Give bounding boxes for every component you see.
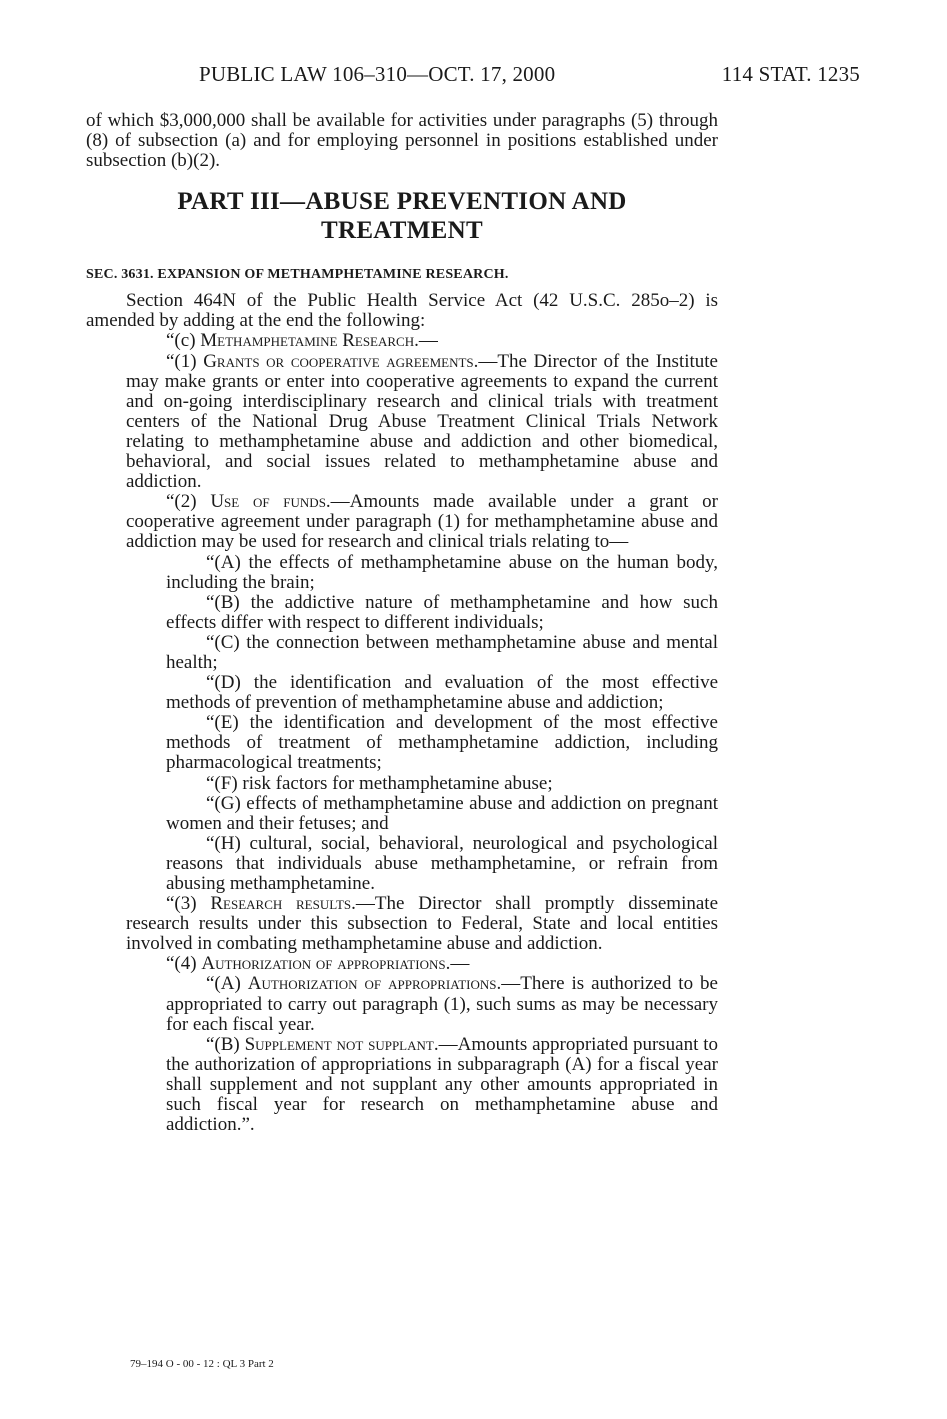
paragraph-4-prefix: “(4)	[166, 953, 202, 975]
paragraph-3-text: .—The Director shall promptly disseminate research results under this subsection to Federal, State and local entities involved in combating methamphetamine abuse and addiction.	[126, 893, 718, 955]
section-heading: SEC. 3631. EXPANSION OF METHAMPHETAMINE RESEARCH.	[86, 267, 509, 283]
paragraph-2-prefix: “(2)	[166, 491, 211, 513]
subsection-c-heading	[86, 331, 718, 351]
part-heading	[86, 187, 718, 245]
header-title: PUBLIC LAW 106–310—OCT. 17, 2000	[199, 62, 556, 86]
intro-paragraph: of which $3,000,000 shall be available for activities under paragraphs (5) through (8) of subsection (a) and for employing personnel in positions established under subsection (b)(2).	[86, 110, 718, 172]
item-c: “(C) the connection between methamphetamine abuse and mental health;	[166, 631, 718, 673]
paragraph-1	[86, 352, 718, 493]
paragraph-4b	[86, 1035, 718, 1135]
running-header	[0, 62, 947, 88]
part-heading-line1: PART III—ABUSE PREVENTION AND	[177, 188, 627, 216]
subsection-c-suffix: .—	[414, 330, 438, 352]
paragraph-4a-prefix: “(A)	[206, 973, 248, 995]
item-d: “(D) the identification and evaluation of the most effective methods of prevention of methamphetamine abuse and addiction;	[166, 672, 718, 714]
item-e: “(E) the identification and development of the most effective methods of treatment of methamphetamine addiction, including pharmacological treatments;	[166, 712, 718, 774]
paragraph-4-suffix: .—	[445, 953, 470, 975]
paragraph-2-text: .—Amounts made available under a grant or cooperative agreement under paragraph (1) for methamphetamine abuse and addiction may be used for research and clinical trials relating to—	[126, 491, 718, 553]
item-a: “(A) the effects of methamphetamine abuse on the human body, including the brain;	[166, 551, 718, 593]
paragraph-4b-prefix: “(B)	[206, 1033, 245, 1055]
paragraph-4b-heading: Supplement not supplant	[244, 1033, 434, 1055]
paragraph-4a-text: .—There is authorized to be appropriated to carry out paragraph (1), such sums as may be necessary for each fiscal year.	[166, 973, 718, 1035]
paragraph-1-text: .—The Director of the Institute may make grants or enter into cooperative agreements to expand the current and on-going interdisciplinary research and clinical trials with treatment centers of the National Drug Abuse Treatment Clinical Trials Network relating to methamphetamine abuse and addiction and other biomedical, behavioral, and social issues related to methamphetamine abuse and addiction.	[126, 350, 718, 493]
paragraph-4a-heading: Authorization of appropriations	[247, 973, 497, 995]
paragraph-4	[86, 954, 718, 974]
paragraph-1-prefix: “(1)	[166, 350, 204, 372]
print-footer: 79–194 O - 00 - 12 : QL 3 Part 2	[130, 1358, 274, 1370]
paragraph-3-heading: Research results	[210, 893, 352, 915]
body-text	[86, 111, 718, 1135]
subsection-c-title: Methamphetamine Research	[200, 330, 415, 352]
paragraph-4b-text: .—Amounts appropriated pursuant to the authorization of appropriations in subparagraph (A) for a fiscal year shall supplement and not supplant any other amounts appropriated in such fiscal year for research on methamphetamine abuse and addiction.”.	[166, 1033, 718, 1136]
item-h: “(H) cultural, social, behavioral, neurological and psychological reasons that individuals abuse methamphetamine, or refrain from abusing methamphetamine.	[166, 832, 718, 894]
header-stat-page: 114 STAT. 1235	[721, 62, 860, 86]
paragraph-2-heading: Use of funds	[210, 491, 326, 513]
item-f: “(F) risk factors for methamphetamine abuse;	[206, 772, 553, 794]
part-heading-line2: TREATMENT	[321, 217, 483, 245]
paragraph-2	[86, 492, 718, 552]
item-b: “(B) the addictive nature of methamphetamine and how such effects differ with respect to different individuals;	[166, 591, 718, 633]
paragraph-3	[86, 894, 718, 954]
paragraph-3-prefix: “(3)	[166, 893, 211, 915]
item-g: “(G) effects of methamphetamine abuse and addiction on pregnant women and their fetuses; and	[166, 792, 718, 834]
subsection-c-prefix: “(c)	[166, 330, 201, 352]
section-intro: Section 464N of the Public Health Service Act (42 U.S.C. 285o–2) is amended by adding at the end the following:	[86, 290, 718, 332]
paragraph-4-heading: Authorization of appropriations	[201, 953, 446, 975]
paragraph-1-heading: Grants or cooperative agreements	[203, 350, 474, 372]
paragraph-4a	[86, 974, 718, 1034]
